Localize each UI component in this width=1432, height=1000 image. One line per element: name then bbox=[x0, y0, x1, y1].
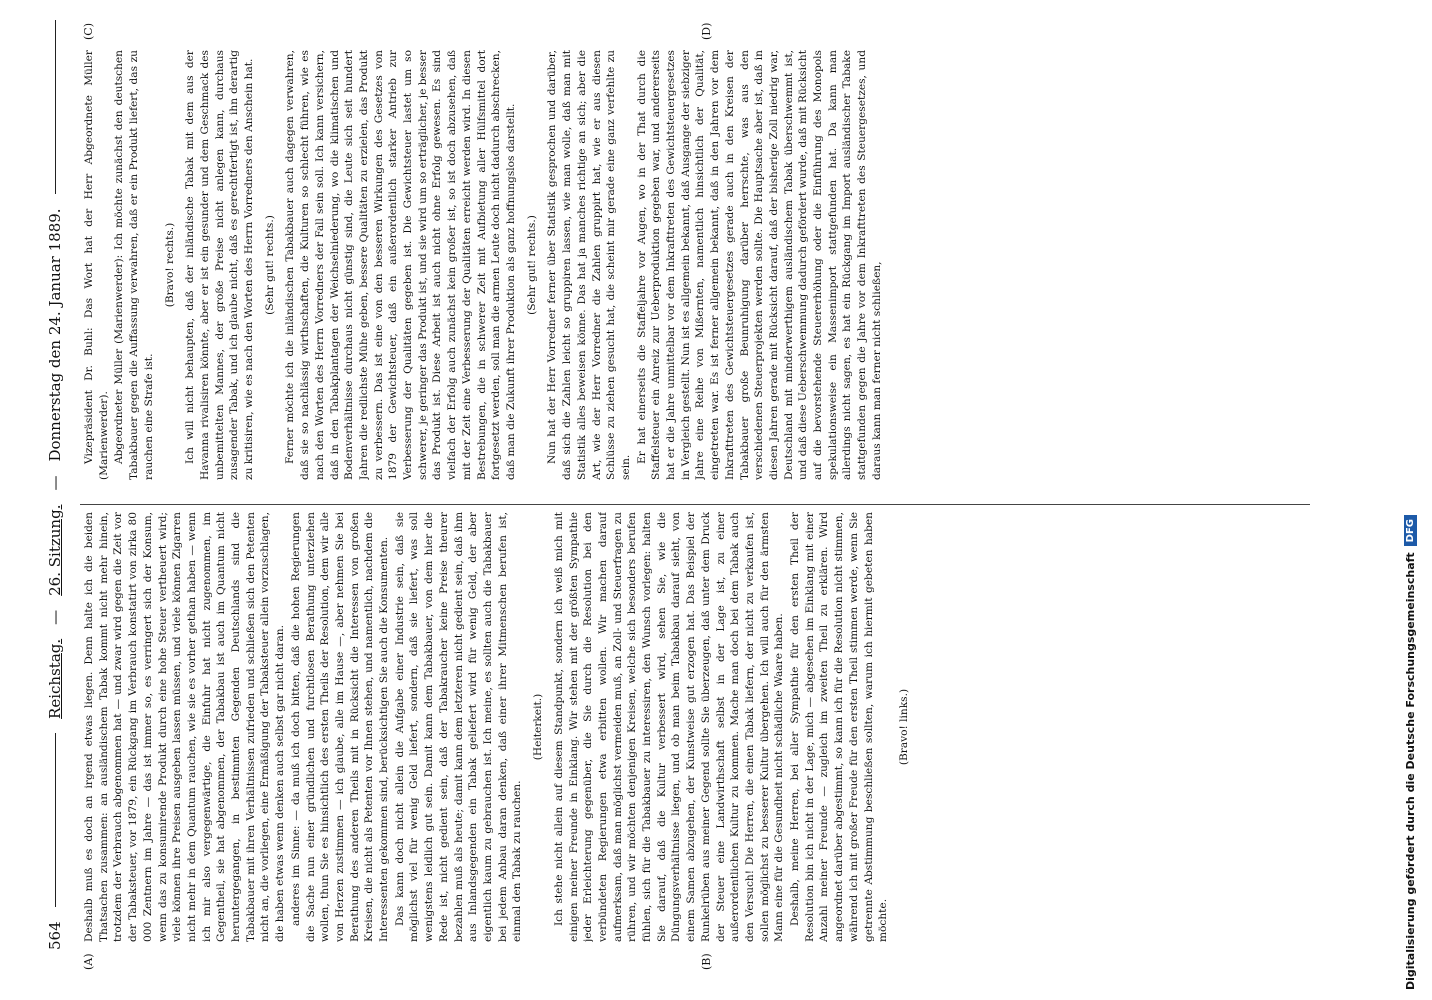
header-date: Donnerstag den 24. Januar 1889. bbox=[46, 208, 64, 462]
interjection: (Bravo! rechts.) bbox=[163, 222, 176, 308]
margin-marker-a: (A) bbox=[82, 953, 95, 970]
paragraph: anderes im Sinne: — da muß ich doch bitten, daß die hohen Regierungen die Sache nun einer gründlichen und furchtlosen Berathung unterziehen wollen, thun Sie es hinsichtlich des ersten Theils der Resolution, dem wir alle von Herzen zustimmen — ich glaube, alle im Hause —, aber nehmen Sie bei Berathung des anderen Theils mit in Rücksicht die Interessen von großen Kreisen, die nicht als Petenten vor Ihnen stehen, und namentlich, nachdem die Interessenten gekommen sind, berücksichtigen Sie auch die Konsumenten. bbox=[289, 512, 391, 942]
page-number: 564 bbox=[46, 921, 64, 950]
watermark-text: Digitalisierung gefördert durch die Deutsche Forschungsgemeinschaft bbox=[1403, 552, 1417, 990]
header-title: Reichstag. bbox=[46, 638, 64, 719]
speaker-paragraph: Vizepräsident Dr. Buhl: Das Wort hat der Herr Abgeordnete Müller (Marienwerder). bbox=[83, 50, 110, 480]
dfg-logo: DFG bbox=[1404, 515, 1417, 546]
paragraph: Deshalb muß es doch an irgend etwas liegen. Denn halte ich die beiden Thatsachen zusammen: an ausländischem Tabak kommt nicht mehr hinein, trotzdem der Verbrauch abgenommen hat — und zwar wird gegen die Zeit vor der Tabaksteuer, vor 1879, ein Rückgang im Verbrauch konstatirt von zirka 80 000 Zentnern im Jahre — das ist immer so, es verringert sich der Konsum, wenn das zu konsumirende Produkt durch eine hohe Steuer vertheuert wird; viele können ihre Preisen ausgeben lassen müssen, und viele können Zigarren nicht mehr in dem Quantum rauchen, wie sie es vorher gethan haben — wenn ich mir also vergegenwärtige, die Einfuhr hat nicht zugenommen, im Gegentheil, sie hat abgenommen, der Tabakbau ist auch im Quantum nicht heruntergegangen, in bestimmten Gegenden Deutschlands sind die Tabakbauer mit ihren Verhältnissen zufrieden und schließen sich den Petenten nicht an, die vorliegen, eine Ermäßigung der Tabaksteuer allein vorzuschlagen, die haben etwas wenn denken auch selbst gar nicht daran. bbox=[83, 512, 287, 942]
header-rule bbox=[55, 733, 56, 907]
interjection: (Bravo! links.) bbox=[897, 688, 910, 766]
right-column bbox=[82, 50, 1312, 480]
paragraph: Ich will nicht behaupten, daß der inländische Tabak mit dem aus der Havanna rivalisiren könnte, aber er ist ein gesunder und dem Geschmack des unbemittelten Mannes, der große Preise nicht anlegen kann, durchaus zusagender Tabak, und ich glaube nicht, daß es gerechtfertigt ist, ihn derartig zu kritisiren, wie es nach den Worten des Herrn Vorredners den Anschein hat. bbox=[184, 50, 256, 480]
paragraph: Er hat einerseits die Staffeljahre vor Augen, wo in der That durch die Staffelsteuer ein Anreiz zur Ueberproduktion gegeben war, und andererseits hat er die Jahre unmittelbar vor dem Inkrafttreten des Gewichtsteuergesetzes in Vergleich gestellt. Nun ist es allgemein bekannt, daß Ausgange der siebziger Jahre eine Reihe von Mißernten, namentlich hinsichtlich der Qualität, eingetreten war. Es ist ferner allgemein bekannt, daß in den Jahren vor dem Inkrafttreten des Gewichtsteuergesetzes gerade auch in den Kreisen der Tabakbauer große Beunruhigung darüber herrschte, was aus den verschiedenen Steuerprojekten werden sollte. Die Hauptsache aber ist, daß in diesen Jahren gerade mit Rücksicht darauf, daß der bisherige Zoll niedrig war, Deutschland mit minderwerthigem ausländischem Tabak überschwemmt ist, und daß diese Ueberschwemmung dadurch gefördert wurde, daß mit Rücksicht auf die bevorstehende Steuererhöhung oder die Einführung des Monopols spekulationsweise ein Massenimport stattgefunden hat. Da kann man allerdings nicht sagen, es hat ein Rückgang im Import ausländischer Tabake stattgefunden gegen die Jahre vor dem Inkrafttreten des Steuergesetzes, und daraus kann man ferner nicht schließen, bbox=[635, 50, 883, 480]
left-column bbox=[82, 512, 1312, 942]
interjection: (Sehr gut! rechts.) bbox=[263, 215, 276, 315]
margin-marker-c: (C) bbox=[82, 23, 95, 40]
paragraph: Das kann doch nicht allein die Aufgabe einer Industrie sein, daß sie möglichst viel für wenig Geld liefert, sondern, daß sie liefert, was soll wenigstens leidlich gut sein. Damit kann dem Tabakbauer, von dem hier die Rede ist, nicht gedient sein, daß der Tabakraucher keine Preise theurer bezahlen muß als heute; damit kann dem letzteren nicht gedient sein, daß ihm aus Inlandsgegenden ein Tabak geliefert wird für wenig Geld, der aber eigentlich kaum zu gebrauchen ist. Ich meine, es sollten auch die Tabakbauer bei jedem Anbau daran denken, daß einer ihrer Mitmenschen berufen ist, einmal den Tabak zu rauchen. bbox=[393, 512, 524, 942]
header-dash: — bbox=[46, 609, 64, 625]
header-session: 26. Sitzung. bbox=[46, 504, 64, 596]
margin-marker-d: (D) bbox=[700, 22, 713, 40]
digitization-watermark bbox=[1395, 10, 1425, 990]
column-divider bbox=[80, 504, 1310, 505]
running-head bbox=[40, 20, 70, 950]
paragraph: Ich stehe nicht allein auf diesem Standpunkt, sondern ich weiß mich mit einigen meiner Freunde in Einklang. Wir stehen mit der größten Sympathie jeder Erleichterung gegenüber, die Sie durch die Resolution bei den verbündeten Regierungen etwa erbitten wollen. Wir machen darauf aufmerksam, daß man möglichst vermeiden muß, an Zoll- und Steuerfragen zu rühren, und wir möchten denjenigen Kreisen, welche sich besonders berufen fühlen, sich für die Tabakbauer zu interessiren, den Wunsch vorlegen: halten Sie darauf, daß die Kultur verbessert wird, sehen Sie, wie die Düngungsverhältnisse liegen, und ob man beim Tabakbau darauf sieht, von einem Samen abzugehen, der Kunstweise gut erzogen hat. Das Beispiel der Runkelrüben aus meiner Gegend sollte Sie überzeugen, daß unter dem Druck der Steuer eine Landwirthschaft selbst in der Lage ist, zu einer außerordentlichen Kultur zu kommen. Mache man doch bei dem Tabak auch den Versuch! Die Herren, die einen Tabak liefern, der nicht zu verkaufen ist, sollen möglichst zu besserer Kultur übergehen. Ich will auch für den ärmsten Mann eine für die Gesundheit nicht schädliche Waare haben. bbox=[552, 512, 786, 942]
interjection: (Heiterkeit.) bbox=[532, 693, 545, 761]
paragraph: Deshalb, meine Herren, bei aller Sympathie für den ersten Theil der Resolution bin ich nicht in der Lage, mich — abgesehen im Einklang mit einer Anzahl meiner Freunde — zugleich im zweiten Theil zu erklären. Wird angeordnet darüber abgestimmt, so kann ich für die Resolution nicht stimmen, während ich mit großer Freude für den ersten Theil stimmen werde, wenn Sie getrennte Abstimmung beschließen sollten, warum ich hiermit gebeten haben möchte. bbox=[789, 512, 890, 942]
margin-marker-b: (B) bbox=[700, 953, 713, 970]
speaker-paragraph: Abgeordneter Müller (Marienwerder): Ich möchte zunächst den deutschen Tabakbauer gegen die Auffassung verwahren, daß er ein Produkt liefert, das zu rauchen eine Strafe ist. bbox=[113, 50, 155, 480]
corner-mark-icon: ▔ bbox=[6, 0, 13, 10]
paragraph: Nun hat der Herr Vorredner ferner über Statistik gesprochen und darüber, daß sich die Zahlen leicht so gruppiren lassen, wie man wolle, daß man mit Statistik alles beweisen könne. Das hat ja manches richtige an sich; aber die Art, wie der Herr Vorredner die Zahlen gruppirt hat, wie er aus diesen Schlüsse zu ziehen gesucht hat, die scheint mir gerade eine ganz verfehlte zu sein. bbox=[546, 50, 632, 480]
header-rule bbox=[55, 20, 56, 194]
interjection: (Sehr gut! rechts.) bbox=[525, 215, 538, 315]
paragraph: Ferner möchte ich die inländischen Tabakbauer auch dagegen verwahren, daß sie so nachlässig wirthschaften, die Kulturen so schlecht führen, wie es nach den Worten des Herrn Vorredners der Fall sein soll. Ich kann versichern, daß in den Tabakplantagen der Weichselniederung, wo die klimatischen und Bodenverhältnisse durchaus nicht günstig sind, die Leute sich seit hundert Jahren die redlichste Mühe geben, bessere Qualitäten zu erzielen, das Produkt zu verbessern. Das ist eine von den besseren Wirkungen des Gesetzes von 1879 der Gewichtsteuer, daß ein außerordentlich starker Antrieb zur Verbesserung der Qualitäten gegeben ist. Die Gewichtsteuer lastet um so schwerer, je geringer das Produkt ist, und sie wird um so erträglicher, je besser das Produkt ist. Diese Arbeit ist auch nicht ohne Erfolg gewesen. Es sind vielfach der Erfolg auch zunächst kein großer ist, so ist doch abzusehen, daß mit der Zeit eine Verbesserung der Qualitäten erreicht werden wird. In diesen Bestrebungen, die in schwerer Zeit mit Aufbietung aller Hülfsmittel dort fortgesetzt werden, soll man die armen Leute doch nicht dadurch abschrecken, daß man die Zukunft ihrer Produktion als ganz hoffnungslos darstellt. bbox=[284, 50, 517, 480]
header-dash: — bbox=[46, 475, 64, 491]
